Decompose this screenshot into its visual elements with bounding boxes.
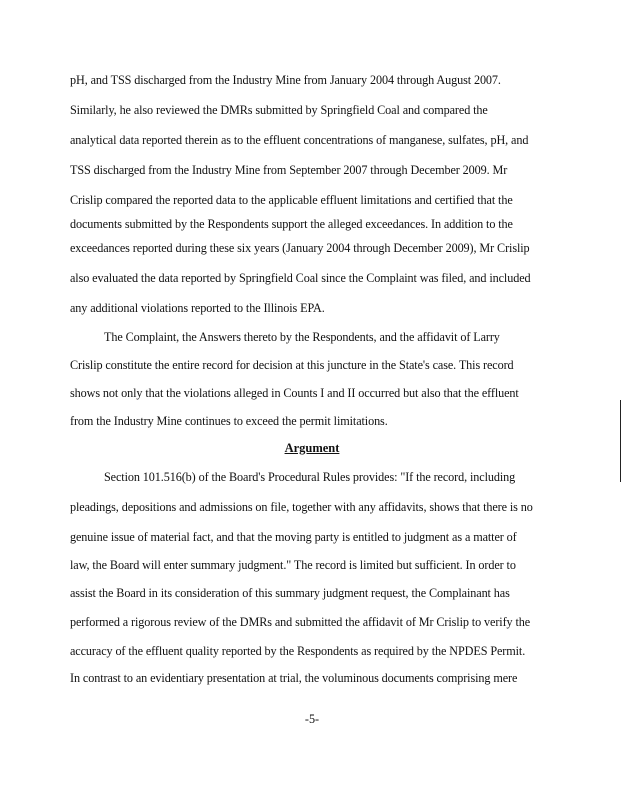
text-line: pleadings, depositions and admissions on file, together with any affidavits, shows that there is no <box>70 500 533 514</box>
text-line: Crislip constitute the entire record for decision at this juncture in the State's case. This record <box>70 358 514 372</box>
text-line: documents submitted by the Respondents support the alleged exceedances. In addition to the <box>70 217 513 231</box>
text-line: accuracy of the effluent quality reported by the Respondents as required by the NPDES Permit. <box>70 644 526 658</box>
text-line: pH, and TSS discharged from the Industry Mine from January 2004 through August 2007. <box>70 73 501 87</box>
text-line: In contrast to an evidentiary presentation at trial, the voluminous documents comprising mere <box>70 671 518 685</box>
text-line: Crislip compared the reported data to the applicable effluent limitations and certified that the <box>70 193 513 207</box>
text-line: law, the Board will enter summary judgment." The record is limited but sufficient. In order to <box>70 558 516 572</box>
text-line: performed a rigorous review of the DMRs and submitted the affidavit of Mr Crislip to verify the <box>70 615 531 629</box>
paragraph-first-line: The Complaint, the Answers thereto by the Respondents, and the affidavit of Larry <box>104 330 500 344</box>
text-line: analytical data reported therein as to the effluent concentrations of manganese, sulfates, pH, and <box>70 133 529 147</box>
text-line: also evaluated the data reported by Springfield Coal since the Complaint was filed, and included <box>70 271 531 285</box>
text-line: genuine issue of material fact, and that the moving party is entitled to judgment as a matter of <box>70 530 517 544</box>
text-line: assist the Board in its consideration of this summary judgment request, the Complainant has <box>70 586 510 600</box>
text-line: TSS discharged from the Industry Mine from September 2007 through December 2009. Mr <box>70 163 508 177</box>
text-line: any additional violations reported to the Illinois EPA. <box>70 301 325 315</box>
text-line: shows not only that the violations alleged in Counts I and II occurred but also that the effluent <box>70 386 519 400</box>
paragraph-first-line: Section 101.516(b) of the Board's Procedural Rules provides: "If the record, including <box>104 470 516 484</box>
text-line: from the Industry Mine continues to exceed the permit limitations. <box>70 414 388 428</box>
section-heading: Argument <box>284 441 340 455</box>
text-line: exceedances reported during these six years (January 2004 through December 2009), Mr Crislip <box>70 241 530 255</box>
page-number: -5- <box>304 712 320 726</box>
text-line: Similarly, he also reviewed the DMRs submitted by Springfield Coal and compared the <box>70 103 488 117</box>
scan-edge-mark <box>620 400 621 482</box>
